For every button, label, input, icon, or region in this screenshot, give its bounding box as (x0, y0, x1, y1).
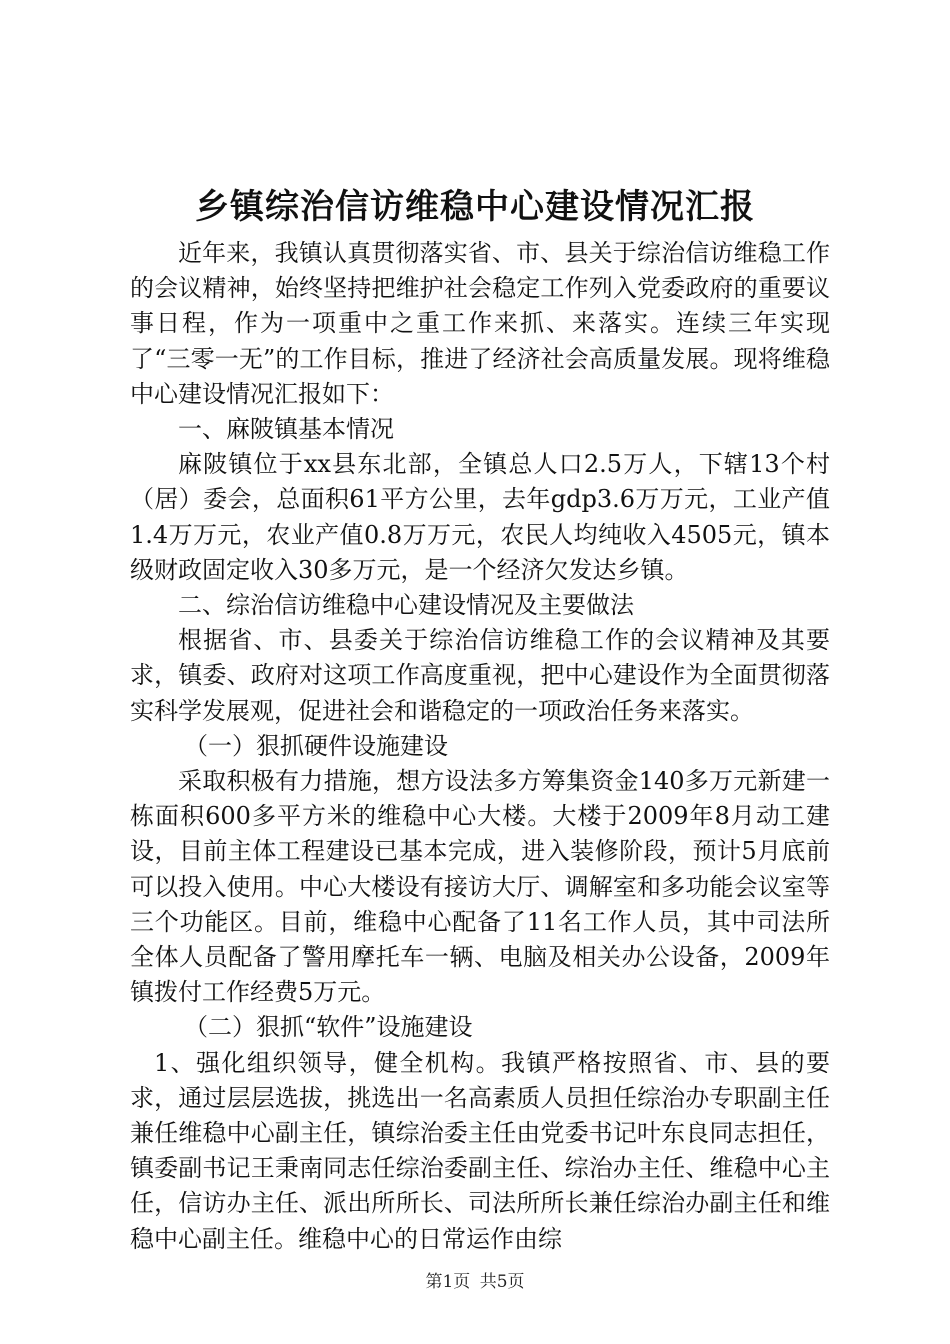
page-total: 共5页 (479, 1272, 525, 1292)
construction-paragraph: 根据省、市、县委关于综治信访维稳工作的会议精神及其要求，镇委、政府对这项工作高度重视，把中心建设作为全面贯彻落实科学发展观，促进社会和谐稳定的一项政治任务来落实。 (130, 626, 830, 725)
section-heading-2: 二、综治信访维稳中心建设情况及主要做法 (178, 591, 634, 620)
document-body (130, 236, 830, 1257)
section-heading-1: 一、麻陂镇基本情况 (178, 415, 394, 444)
intro-paragraph: 近年来，我镇认真贯彻落实省、市、县关于综治信访维稳工作的会议精神，始终坚持把维护社会稳定工作列入党委政府的重要议事日程，作为一项重中之重工作来抓、来落实。连续三年实现了“三零一无”的工作目标，推进了经济社会高质量发展。现将维稳中心建设情况汇报如下： (130, 239, 830, 408)
basic-info-paragraph: 麻陂镇位于xx县东北部，全镇总人口2.5万人，下辖13个村（居）委会，总面积61平方公里，去年gdp3.6万万元，工业产值1.4万万元，农业产值0.8万万元，农民人均纯收入4505元，镇本级财政固定收入30多万元，是一个经济欠发达乡镇。 (130, 450, 830, 584)
subsection-heading-1: （一）狠抓硬件设施建设 (184, 731, 448, 760)
document-title: 乡镇综治信访维稳中心建设情况汇报 (195, 187, 755, 227)
organization-paragraph: 1、强化组织领导，健全机构。我镇严格按照省、市、县的要求，通过层层选拔，挑选出一名高素质人员担任综治办专职副主任兼任维稳中心副主任，镇综治委主任由党委书记叶东良同志担任，镇委副书记王秉南同志任综治委副主任、综治办主任、维稳中心主任，信访办主任、派出所所长、司法所所长兼任综治办副主任和维稳中心副主任。维稳中心的日常运作由综 (130, 1048, 830, 1253)
subsection-heading-2: （二）狠抓“软件”设施建设 (184, 1013, 473, 1042)
page-number: 第1页 (425, 1272, 471, 1292)
page-footer (0, 1270, 950, 1294)
hardware-paragraph: 采取积极有力措施，想方设法多方筹集资金140多万元新建一栋面积600多平方米的维稳中心大楼。大楼于2009年8月动工建设，目前主体工程建设已基本完成，进入装修阶段，预计5月底前可以投入使用。中心大楼设有接访大厅、调解室和多功能会议室等三个功能区。目前，维稳中心配备了11名工作人员，其中司法所全体人员配备了警用摩托车一辆、电脑及相关办公设备，2009年镇拨付工作经费5万元。 (130, 767, 830, 1007)
